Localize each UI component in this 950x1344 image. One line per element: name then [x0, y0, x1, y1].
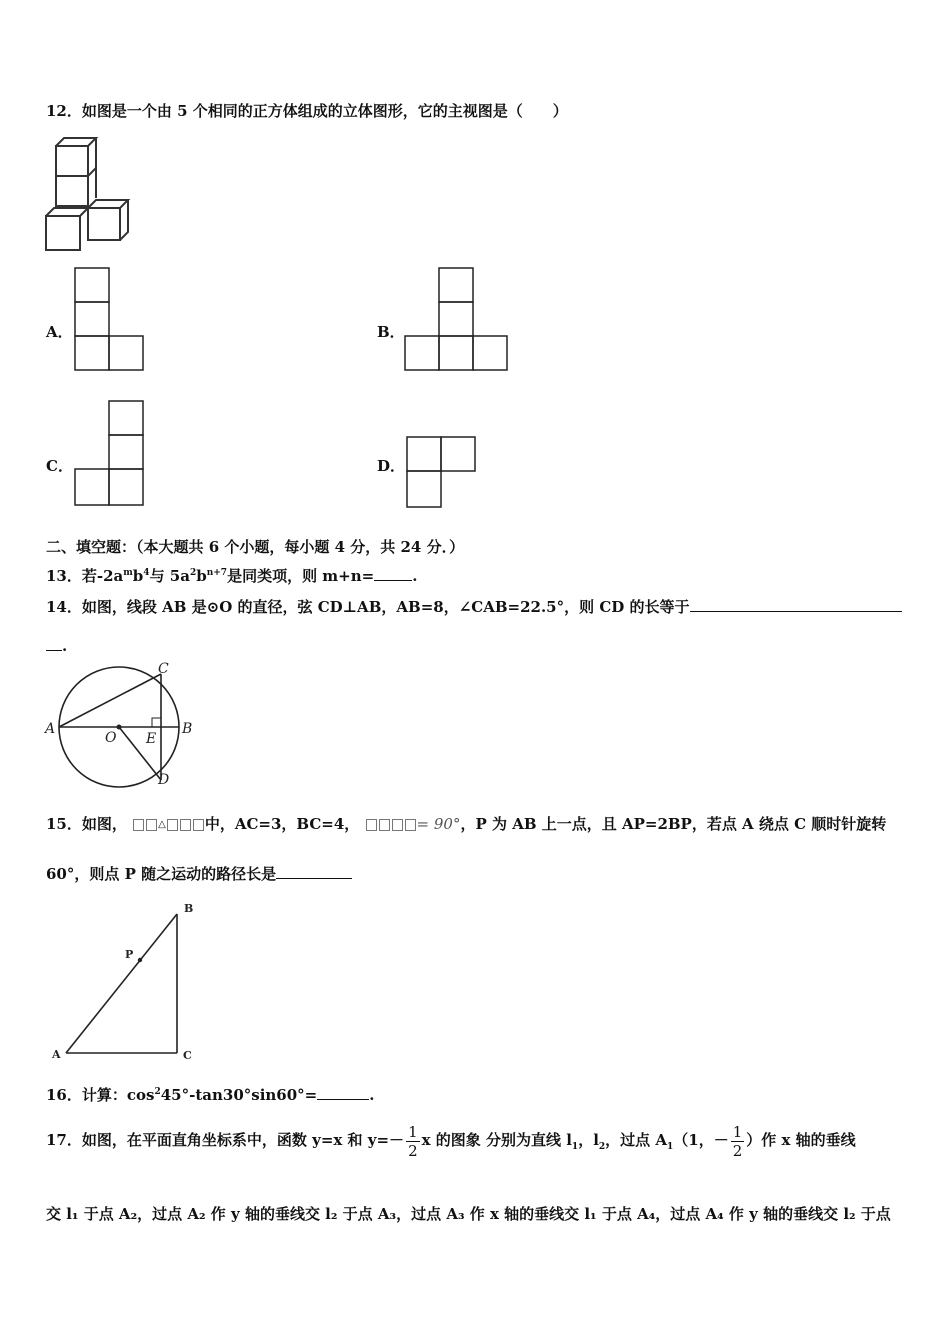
label-d: D [158, 772, 170, 788]
option-c-label: C． [46, 457, 73, 475]
q14-tail: . [46, 636, 67, 656]
missing-glyph-box [180, 819, 191, 831]
option-a-label: A． [46, 323, 73, 341]
missing-glyph-box [405, 819, 416, 831]
label-c: C [183, 1049, 192, 1062]
q12-text: 12．如图是一个由 5 个相同的正方体组成的立体图形，它的主视图是（ ） [46, 102, 568, 120]
missing-glyph-box [146, 819, 157, 831]
section-heading: 二、填空题：（本大题共 6 个小题，每小题 4 分，共 24 分．） [46, 538, 465, 556]
missing-glyph-box [392, 819, 403, 831]
option-b-label: B． [377, 323, 405, 341]
missing-glyph-box [133, 819, 144, 831]
q15-line2: 60°，则点 P 随之运动的路径长是 [46, 864, 352, 884]
missing-glyph-box [366, 819, 377, 831]
segment-ab [66, 914, 177, 1053]
q15-text: 15．如图， △ 中，AC=3，BC=4， = 90°，P 为 AB 上一点，且 AP=2BP，若点 A 绕点 C 顺时针旋转 [46, 815, 887, 833]
label-a: A [45, 721, 56, 737]
label-p: P [125, 948, 134, 961]
label-c: C [158, 661, 169, 677]
fraction-half: $\frac{1}{2}$ [732, 1122, 743, 1160]
q14-text: 14．如图，线段 AB 是⊙O 的直径，弦 CD⊥AB，AB=8，∠CAB=22.5°，则 CD 的长等于 [46, 597, 902, 617]
q17-line2: 交 l₁ 于点 A₂，过点 A₂ 作 y 轴的垂线交 l₂ 于点 A₃，过点 A₃ 作 x 轴的垂线交 l₁ 于点 A₄，过点 A₄ 作 y 轴的垂线交 l₂ 于点 [46, 1205, 891, 1223]
option-b-figure [402, 266, 512, 376]
option-a-figure [72, 266, 148, 376]
q17-text: 17．如图，在平面直角坐标系中，函数 y=x 和 y=－ $\frac{1}{2}$ x 的图象 分别为直线 $l_1$，$l_2$，过点 $A_1(1$，－ $\frac{1}{2}$ ）作 x 轴的垂线 [46, 1122, 856, 1160]
label-a: A [52, 1048, 61, 1061]
missing-glyph-box [193, 819, 204, 831]
segment-ac [59, 674, 161, 727]
answer-blank [374, 566, 412, 581]
q15-triangle-figure [44, 898, 204, 1068]
q12-solid-figure [44, 132, 136, 256]
missing-glyph-box [167, 819, 178, 831]
answer-blank [276, 864, 352, 879]
label-o: O [105, 730, 117, 746]
answer-blank [690, 597, 902, 612]
fraction-half: $\frac{1}{2}$ [408, 1122, 418, 1160]
option-c-figure [72, 399, 148, 511]
answer-blank [317, 1085, 369, 1100]
q16-text: 16．计算：$\cos^245^\circ-\tan 30^\circ\sin 60^\circ=$ . [46, 1086, 375, 1104]
label-b: B [184, 902, 194, 915]
q13-text: 13．若$-2a^mb^4$与 $5a^2b^{n+7}$是同类项，则 m+n= . [46, 567, 418, 585]
label-e: E [146, 731, 157, 747]
answer-blank [46, 636, 62, 651]
option-d-label: D． [377, 457, 406, 475]
option-d-figure [404, 434, 480, 512]
missing-glyph-box [379, 819, 390, 831]
label-b: B [182, 721, 193, 737]
q14-circle-figure [42, 660, 202, 790]
